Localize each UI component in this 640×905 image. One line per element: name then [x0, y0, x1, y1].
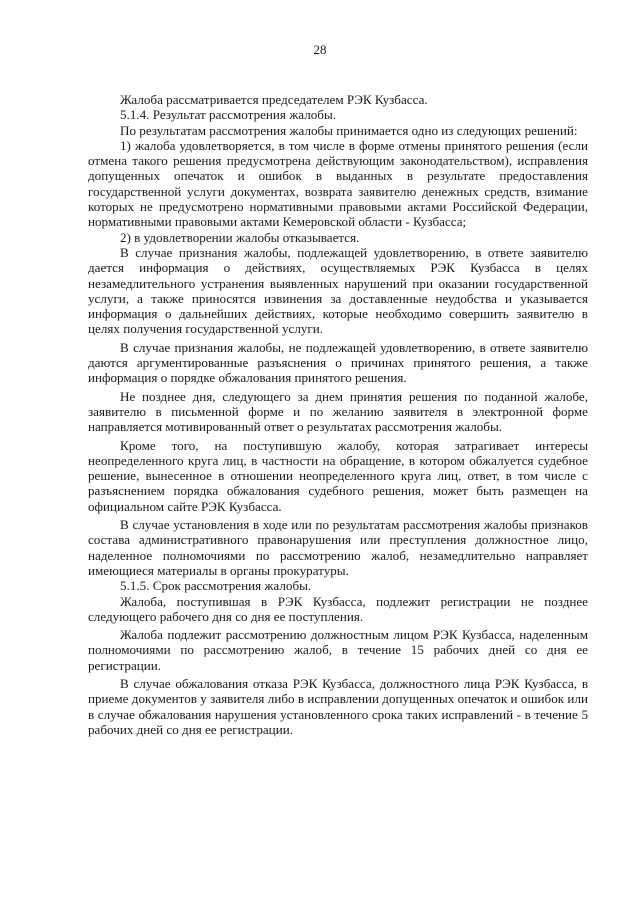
paragraph-prosecutor: В случае установления в ходе или по результатам рассмотрения жалобы признаков состава административного правонарушения или преступления должностное лицо, наделенное полномочиями по рассмотрению жалоб, незамедлительно направляет имеющиеся материалы в органы прокуратуры.: [88, 517, 588, 578]
paragraph-response-deadline: Не позднее дня, следующего за днем принятия решения по поданной жалобе, заявителю в письменной форме и по желанию заявителя в электронной форме направляется мотивированный ответ о результатах рассмотрения жалобы.: [88, 388, 588, 435]
paragraph-review-period: Жалоба подлежит рассмотрению должностным лицом РЭК Кузбасса, наделенным полномочиями по рассмотрению жалоб, в течение 15 рабочих дней со дня ее регистрации.: [88, 627, 588, 673]
list-item-1-satisfied: 1) жалоба удовлетворяется, в том числе в форме отмены принятого решения (если отмена такого решения предусмотрена действующим законодательством), исправления допущенных опечаток и ошибок в выданных в результате предоставления государственной услуги документах, возврата заявителю денежных средств, взимание которых не предусмотрено нормативными правовыми актами Российской Федерации, нормативными правовыми актами Кемеровской области - Кузбасса;: [88, 137, 588, 230]
page-number: 28: [313, 42, 327, 57]
paragraph-satisfied-response: В случае признания жалобы, подлежащей удовлетворению, в ответе заявителю дается информация о действиях, осуществляемых РЭК Кузбасса в целях незамедлительного устранения выявленных нарушений при оказании государственной услуги, а также приносятся извинения за доставленные неудобства и указывается информация о дальнейших действиях, которые необходимо совершить заявителю в целях получения государственной услуги.: [88, 244, 588, 337]
section-heading-5-1-5: 5.1.5. Срок рассмотрения жалобы.: [120, 578, 312, 594]
list-item-2-refused: 2) в удовлетворении жалобы отказывается.: [120, 229, 360, 245]
paragraph-refusal-appeal: В случае обжалования отказа РЭК Кузбасса, должностного лица РЭК Кузбасса, в приеме документов у заявителя либо в исправлении допущенных опечаток и ошибок или в случае обжалования нарушения установленного срока таких исправлений - в течение 5 рабочих дней со дня ее регистрации.: [88, 675, 588, 737]
paragraph-decision-intro: По результатам рассмотрения жалобы принимается одно из следующих решений:: [120, 122, 578, 138]
section-heading-5-1-4: 5.1.4. Результат рассмотрения жалобы.: [120, 107, 337, 123]
paragraph-registration: Жалоба, поступившая в РЭК Кузбасса, подлежит регистрации не позднее следующего рабочего дня со дня ее поступления.: [88, 593, 588, 624]
paragraph-public-interest: Кроме того, на поступившую жалобу, которая затрагивает интересы неопределенного круга лиц, в частности на обращение, в котором обжалуется судебное решение, вынесенное в отношении неопределенного круга лиц, ответ, в том числе с разъяснением порядка обжалования судебного решения, может быть размещен на официальном сайте РЭК Кузбасса.: [88, 437, 588, 514]
document-body: [88, 92, 588, 737]
paragraph-reviewer: Жалоба рассматривается председателем РЭК Кузбасса.: [120, 92, 428, 107]
paragraph-refused-response: В случае признания жалобы, не подлежащей удовлетворению, в ответе заявителю даются аргументированные разъяснения о причинах принятого решения, а также информация о порядке обжалования принятого решения.: [88, 339, 588, 386]
